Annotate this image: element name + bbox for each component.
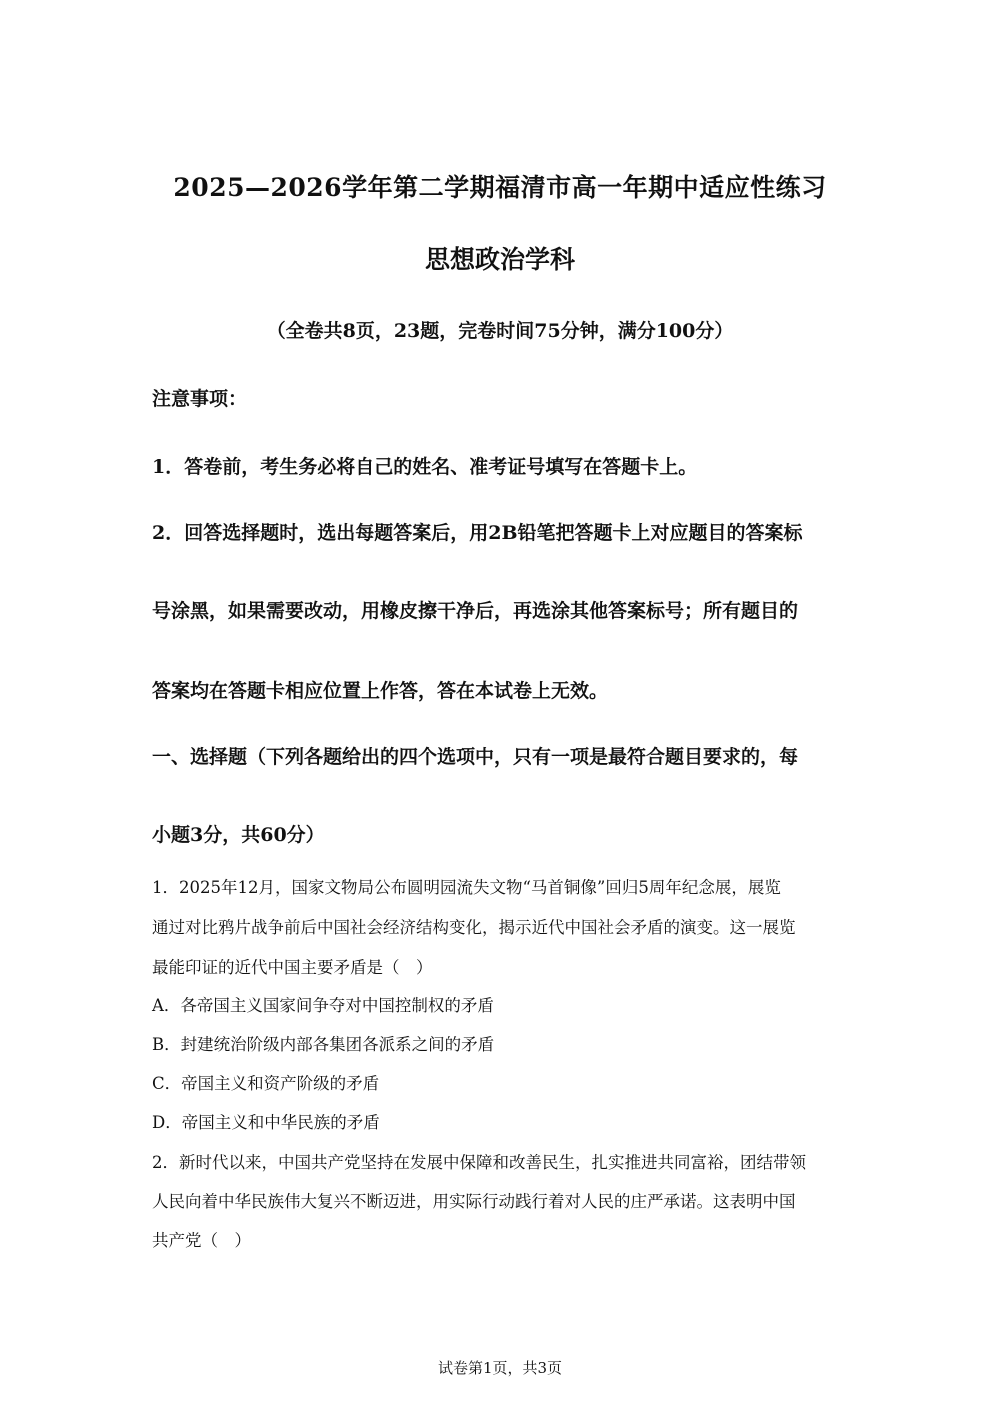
exam-info: （全卷共8页，23题，完卷时间75分钟，满分100分） <box>266 320 734 342</box>
question-1-option-a: A．各帝国主义国家间争夺对中国控制权的矛盾 <box>152 996 494 1015</box>
section-heading-line-2: 小题3分，共60分） <box>152 824 325 846</box>
question-1-option-c: C．帝国主义和资产阶级的矛盾 <box>152 1074 380 1093</box>
notice-item-2-line-2: 号涂黑，如果需要改动，用橡皮擦干净后，再选涂其他答案标号；所有题目的 <box>152 600 799 622</box>
question-1-stem-line-1: 1．2025年12月，国家文物局公布圆明园流失文物“马首铜像”回归5周年纪念展，展览 <box>152 878 781 897</box>
question-1-stem-line-2: 通过对比鸦片战争前后中国社会经济结构变化，揭示近代中国社会矛盾的演变。这一展览 <box>152 918 796 937</box>
section-heading-line-1: 一、选择题（下列各题给出的四个选项中，只有一项是最符合题目要求的，每 <box>152 746 799 768</box>
notice-item-1: 1．答卷前，考生务必将自己的姓名、准考证号填写在答题卡上。 <box>152 456 698 478</box>
question-2-stem-line-1: 2．新时代以来，中国共产党坚持在发展中保障和改善民生，扎实推进共同富裕，团结带领 <box>152 1153 806 1172</box>
question-1-option-b: B．封建统治阶级内部各集团各派系之间的矛盾 <box>152 1035 495 1054</box>
notice-heading: 注意事项： <box>152 388 248 410</box>
question-2-stem-line-3: 共产党（ ） <box>152 1231 251 1250</box>
question-1-stem-line-3: 最能印证的近代中国主要矛盾是（ ） <box>152 958 433 977</box>
question-1-option-d: D．帝国主义和中华民族的矛盾 <box>152 1113 380 1132</box>
notice-item-2-line-1: 2．回答选择题时，选出每题答案后，用2B铅笔把答题卡上对应题目的答案标 <box>152 522 803 544</box>
page-footer: 试卷第1页，共3页 <box>437 1359 563 1377</box>
subject-title: 思想政治学科 <box>424 245 575 274</box>
question-2-stem-line-2: 人民向着中华民族伟大复兴不断迈进，用实际行动践行着对人民的庄严承诺。这表明中国 <box>152 1192 796 1211</box>
notice-item-2-line-3: 答案均在答题卡相应位置上作答，答在本试卷上无效。 <box>152 680 609 702</box>
exam-title: 2025—2026学年第二学期福清市高一年期中适应性练习 <box>173 173 827 202</box>
